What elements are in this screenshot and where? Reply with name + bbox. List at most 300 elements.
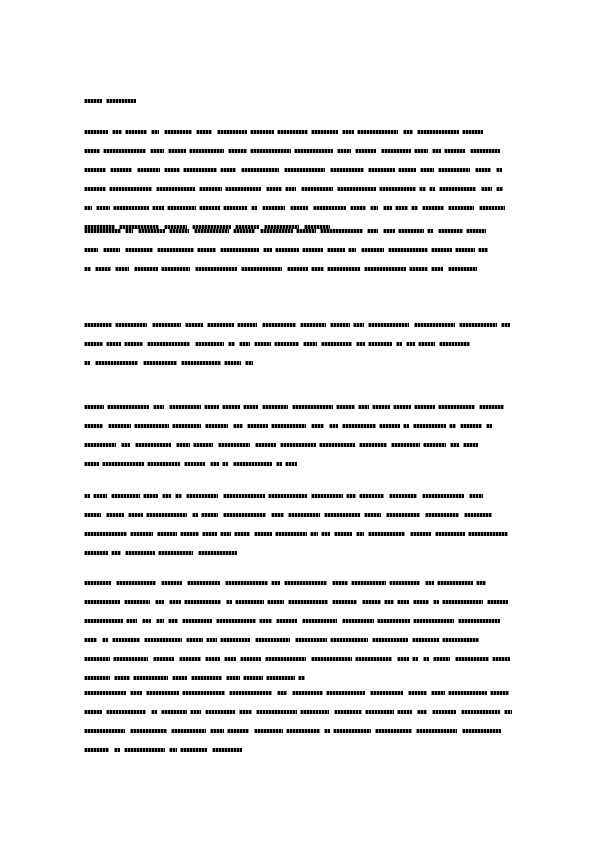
- text-line: [84, 599, 514, 606]
- glyph-block: [237, 323, 257, 327]
- heading-glyph-block: [106, 99, 136, 103]
- glyph-block: [433, 657, 450, 661]
- glyph-block: [226, 600, 232, 604]
- glyph-block: [84, 248, 98, 252]
- glyph-block: [147, 462, 180, 466]
- glyph-block: [486, 424, 492, 428]
- glyph-block: [191, 676, 222, 680]
- glyph-block: [427, 229, 433, 233]
- glyph-block: [350, 206, 366, 210]
- heading-glyph-block: [84, 99, 102, 103]
- glyph-block: [388, 248, 428, 252]
- glyph-block: [233, 424, 243, 428]
- glyph-block: [106, 710, 146, 714]
- glyph-block: [114, 676, 130, 680]
- glyph-block: [300, 323, 326, 327]
- glyph-block: [418, 342, 435, 346]
- glyph-block: [84, 462, 99, 466]
- glyph-block: [102, 638, 108, 642]
- glyph-block: [110, 168, 132, 172]
- glyph-block: [463, 443, 478, 447]
- glyph-block: [103, 149, 146, 153]
- glyph-block: [102, 462, 144, 466]
- glyph-block: [433, 600, 439, 604]
- glyph-block: [84, 657, 110, 661]
- glyph-block: [450, 443, 459, 447]
- glyph-block: [265, 657, 306, 661]
- glyph-block: [197, 248, 216, 252]
- glyph-block: [125, 229, 133, 233]
- glyph-block: [395, 206, 408, 210]
- text-line: [84, 637, 514, 644]
- glyph-block: [157, 248, 194, 252]
- glyph-block: [225, 581, 268, 585]
- glyph-block: [290, 206, 308, 210]
- glyph-block: [134, 424, 169, 428]
- text-line: [84, 550, 514, 557]
- glyph-block: [111, 551, 121, 555]
- glyph-block: [420, 168, 434, 172]
- glyph-block: [135, 443, 171, 447]
- text-line: [84, 167, 514, 174]
- glyph-block: [126, 619, 137, 623]
- glyph-block: [365, 710, 394, 714]
- glyph-block: [469, 494, 483, 498]
- glyph-block: [275, 248, 299, 252]
- glyph-block: [422, 206, 444, 210]
- glyph-block: [287, 267, 308, 271]
- glyph-block: [397, 657, 409, 661]
- glyph-block: [254, 342, 271, 346]
- glyph-block: [329, 424, 338, 428]
- glyph-block: [438, 229, 463, 233]
- glyph-block: [435, 532, 465, 536]
- glyph-block: [361, 248, 384, 252]
- glyph-block: [296, 229, 316, 233]
- glyph-block: [311, 130, 338, 134]
- glyph-block: [478, 248, 488, 252]
- glyph-block: [461, 710, 500, 714]
- glyph-block: [184, 462, 205, 466]
- glyph-block: [245, 361, 253, 365]
- glyph-block: [413, 600, 429, 604]
- glyph-block: [403, 424, 409, 428]
- glyph-block: [161, 267, 190, 271]
- glyph-block: [413, 619, 454, 623]
- glyph-block: [241, 168, 279, 172]
- glyph-block: [284, 581, 327, 585]
- glyph-block: [224, 361, 241, 365]
- glyph-block: [330, 323, 350, 327]
- glyph-block: [84, 494, 90, 498]
- glyph-block: [138, 229, 165, 233]
- glyph-block: [199, 206, 220, 210]
- glyph-block: [250, 130, 274, 134]
- glyph-block: [487, 600, 508, 604]
- glyph-block: [106, 342, 121, 346]
- glyph-block: [161, 581, 182, 585]
- glyph-block: [220, 168, 236, 172]
- glyph-block: [422, 494, 464, 498]
- glyph-block: [84, 187, 106, 191]
- glyph-block: [408, 691, 427, 695]
- glyph-block: [84, 638, 97, 642]
- text-line: [84, 747, 514, 754]
- glyph-block: [268, 494, 307, 498]
- glyph-block: [429, 187, 435, 191]
- glyph-block: [190, 710, 201, 714]
- glyph-block: [275, 532, 307, 536]
- glyph-block: [439, 187, 476, 191]
- glyph-block: [152, 206, 164, 210]
- glyph-block: [276, 619, 297, 623]
- glyph-block: [364, 267, 406, 271]
- glyph-block: [319, 443, 355, 447]
- glyph-block: [167, 206, 196, 210]
- glyph-block: [84, 342, 103, 346]
- glyph-block: [204, 405, 219, 409]
- glyph-block: [134, 267, 158, 271]
- glyph-block: [111, 494, 140, 498]
- text-line: [84, 423, 514, 430]
- glyph-block: [255, 638, 290, 642]
- glyph-block: [84, 229, 121, 233]
- glyph-block: [235, 600, 264, 604]
- glyph-block: [504, 710, 512, 714]
- glyph-block: [384, 600, 394, 604]
- glyph-block: [144, 638, 182, 642]
- glyph-block: [479, 405, 504, 409]
- text-line: [84, 690, 514, 697]
- glyph-block: [241, 267, 282, 271]
- glyph-block: [262, 323, 296, 327]
- text-line: [84, 129, 514, 136]
- glyph-block: [113, 206, 149, 210]
- paragraph: [84, 690, 514, 766]
- glyph-block: [333, 729, 371, 733]
- glyph-block: [301, 187, 333, 191]
- glyph-block: [196, 130, 212, 134]
- glyph-block: [182, 691, 225, 695]
- glyph-block: [298, 676, 305, 680]
- glyph-block: [442, 638, 479, 642]
- glyph-block: [217, 130, 247, 134]
- glyph-block: [285, 462, 297, 466]
- glyph-block: [342, 424, 376, 428]
- glyph-block: [292, 691, 323, 695]
- paragraph: [84, 228, 514, 304]
- glyph-block: [84, 267, 91, 271]
- glyph-block: [121, 443, 130, 447]
- glyph-block: [330, 638, 368, 642]
- glyph-block: [84, 424, 103, 428]
- glyph-block: [403, 130, 413, 134]
- glyph-block: [351, 581, 386, 585]
- text-line: [84, 285, 514, 292]
- glyph-block: [334, 710, 362, 714]
- glyph-block: [396, 342, 402, 346]
- glyph-block: [288, 600, 328, 604]
- glyph-block: [220, 638, 250, 642]
- glyph-block: [260, 229, 293, 233]
- text-line: [84, 580, 514, 587]
- glyph-block: [222, 462, 228, 466]
- glyph-block: [337, 149, 351, 153]
- glyph-block: [255, 443, 276, 447]
- glyph-block: [187, 581, 220, 585]
- glyph-block: [431, 248, 452, 252]
- glyph-block: [295, 638, 327, 642]
- glyph-block: [169, 600, 181, 604]
- glyph-block: [481, 187, 492, 191]
- glyph-block: [414, 149, 428, 153]
- glyph-block: [84, 619, 123, 623]
- text-line: [84, 531, 514, 538]
- glyph-block: [330, 168, 364, 172]
- glyph-block: [256, 710, 297, 714]
- text-line: [84, 322, 514, 329]
- glyph-block: [321, 532, 330, 536]
- glyph-block: [496, 187, 503, 191]
- glyph-block: [225, 187, 261, 191]
- glyph-block: [389, 494, 417, 498]
- glyph-block: [386, 513, 420, 517]
- glyph-block: [397, 600, 409, 604]
- text-line: [84, 442, 514, 449]
- glyph-block: [125, 130, 147, 134]
- glyph-block: [243, 676, 263, 680]
- glyph-block: [234, 532, 250, 536]
- glyph-block: [449, 424, 456, 428]
- text-line: [84, 247, 514, 254]
- glyph-block: [462, 729, 501, 733]
- glyph-block: [169, 748, 177, 752]
- glyph-block: [326, 691, 365, 695]
- glyph-block: [84, 600, 120, 604]
- glyph-block: [432, 710, 456, 714]
- glyph-block: [460, 424, 482, 428]
- glyph-block: [210, 729, 224, 733]
- glyph-block: [218, 443, 250, 447]
- glyph-block: [116, 581, 156, 585]
- text-line: [84, 360, 514, 367]
- paragraph: [84, 493, 514, 569]
- paragraph: [84, 580, 514, 694]
- glyph-block: [124, 600, 150, 604]
- glyph-block: [292, 405, 333, 409]
- glyph-block: [462, 130, 483, 134]
- glyph-block: [332, 581, 348, 585]
- glyph-block: [227, 729, 249, 733]
- glyph-block: [327, 248, 345, 252]
- glyph-block: [332, 600, 357, 604]
- glyph-block: [362, 600, 381, 604]
- glyph-block: [84, 206, 92, 210]
- glyph-block: [164, 130, 192, 134]
- glyph-block: [310, 532, 318, 536]
- glyph-block: [262, 206, 285, 210]
- glyph-block: [114, 748, 120, 752]
- glyph-block: [419, 187, 426, 191]
- glyph-block: [180, 532, 199, 536]
- glyph-block: [158, 551, 193, 555]
- glyph-block: [84, 710, 102, 714]
- text-line: [84, 266, 514, 273]
- glyph-block: [496, 168, 502, 172]
- glyph-block: [414, 405, 435, 409]
- glyph-block: [195, 342, 224, 346]
- glyph-block: [151, 130, 159, 134]
- glyph-block: [254, 729, 283, 733]
- glyph-block: [84, 532, 127, 536]
- glyph-block: [459, 323, 497, 327]
- glyph-block: [320, 229, 363, 233]
- glyph-block: [186, 638, 203, 642]
- glyph-block: [130, 691, 142, 695]
- glyph-block: [176, 443, 190, 447]
- glyph-block: [137, 168, 160, 172]
- glyph-block: [277, 691, 287, 695]
- glyph-block: [205, 657, 220, 661]
- text-line: [84, 512, 514, 519]
- glyph-block: [259, 619, 272, 623]
- glyph-block: [334, 532, 352, 536]
- glyph-block: [84, 149, 100, 153]
- glyph-block: [109, 187, 152, 191]
- glyph-block: [195, 267, 237, 271]
- glyph-block: [346, 494, 356, 498]
- glyph-block: [103, 248, 120, 252]
- glyph-block: [142, 619, 151, 623]
- glyph-block: [414, 323, 455, 327]
- glyph-block: [410, 532, 431, 536]
- glyph-block: [168, 619, 178, 623]
- glyph-block: [186, 494, 218, 498]
- glyph-block: [274, 342, 299, 346]
- glyph-block: [409, 267, 428, 271]
- glyph-block: [220, 532, 231, 536]
- glyph-block: [247, 424, 268, 428]
- glyph-block: [271, 513, 284, 517]
- text-line: [84, 186, 514, 193]
- glyph-block: [286, 729, 320, 733]
- glyph-block: [205, 710, 235, 714]
- text-line: [84, 228, 514, 235]
- glyph-block: [288, 513, 320, 517]
- glyph-block: [397, 710, 412, 714]
- text-line: [84, 493, 514, 500]
- glyph-block: [411, 206, 418, 210]
- glyph-block: [84, 729, 125, 733]
- glyph-block: [239, 342, 250, 346]
- glyph-block: [175, 494, 182, 498]
- glyph-block: [368, 342, 392, 346]
- glyph-block: [202, 532, 217, 536]
- glyph-block: [262, 405, 288, 409]
- glyph-block: [280, 443, 316, 447]
- glyph-block: [444, 149, 465, 153]
- glyph-block: [207, 323, 234, 327]
- glyph-block: [223, 513, 266, 517]
- glyph-block: [183, 168, 217, 172]
- glyph-block: [377, 619, 410, 623]
- glyph-block: [355, 149, 376, 153]
- glyph-block: [302, 248, 323, 252]
- glyph-block: [84, 551, 108, 555]
- glyph-block: [199, 187, 222, 191]
- glyph-block: [192, 513, 198, 517]
- glyph-block: [194, 229, 229, 233]
- text-line: [84, 728, 514, 735]
- glyph-block: [431, 267, 443, 271]
- glyph-block: [327, 267, 360, 271]
- glyph-block: [406, 342, 415, 346]
- glyph-block: [372, 638, 408, 642]
- glyph-block: [455, 657, 489, 661]
- text-line: [84, 709, 514, 716]
- glyph-block: [284, 168, 325, 172]
- glyph-block: [107, 405, 149, 409]
- glyph-block: [285, 187, 296, 191]
- glyph-block: [359, 443, 387, 447]
- glyph-block: [379, 187, 416, 191]
- glyph-block: [358, 405, 369, 409]
- glyph-block: [425, 581, 434, 585]
- glyph-block: [311, 267, 324, 271]
- glyph-block: [179, 657, 201, 661]
- glyph-block: [228, 149, 247, 153]
- glyph-block: [201, 513, 218, 517]
- text-line: [84, 148, 514, 155]
- glyph-block: [161, 710, 187, 714]
- glyph-block: [93, 494, 107, 498]
- glyph-block: [220, 248, 259, 252]
- glyph-block: [431, 691, 445, 695]
- glyph-block: [224, 657, 236, 661]
- glyph-block: [198, 551, 237, 555]
- glyph-block: [130, 729, 167, 733]
- glyph-block: [156, 187, 195, 191]
- glyph-block: [425, 513, 459, 517]
- glyph-block: [113, 657, 148, 661]
- glyph-block: [171, 729, 206, 733]
- text-line: [84, 675, 514, 682]
- glyph-block: [413, 424, 446, 428]
- glyph-block: [156, 619, 164, 623]
- glyph-block: [470, 149, 500, 153]
- glyph-block: [128, 513, 143, 517]
- glyph-block: [84, 443, 116, 447]
- glyph-block: [416, 729, 457, 733]
- paragraph: [84, 129, 514, 243]
- glyph-block: [464, 513, 492, 517]
- glyph-block: [389, 581, 420, 585]
- glyph-block: [348, 248, 356, 252]
- glyph-block: [442, 600, 483, 604]
- glyph-block: [417, 710, 427, 714]
- glyph-block: [271, 581, 280, 585]
- glyph-block: [458, 619, 500, 623]
- glyph-block: [423, 657, 429, 661]
- glyph-block: [124, 342, 143, 346]
- glyph-block: [146, 513, 187, 517]
- glyph-block: [476, 581, 486, 585]
- glyph-block: [157, 532, 177, 536]
- document-heading: [84, 98, 164, 108]
- glyph-block: [267, 600, 284, 604]
- text-line: [84, 341, 514, 348]
- glyph-block: [143, 494, 158, 498]
